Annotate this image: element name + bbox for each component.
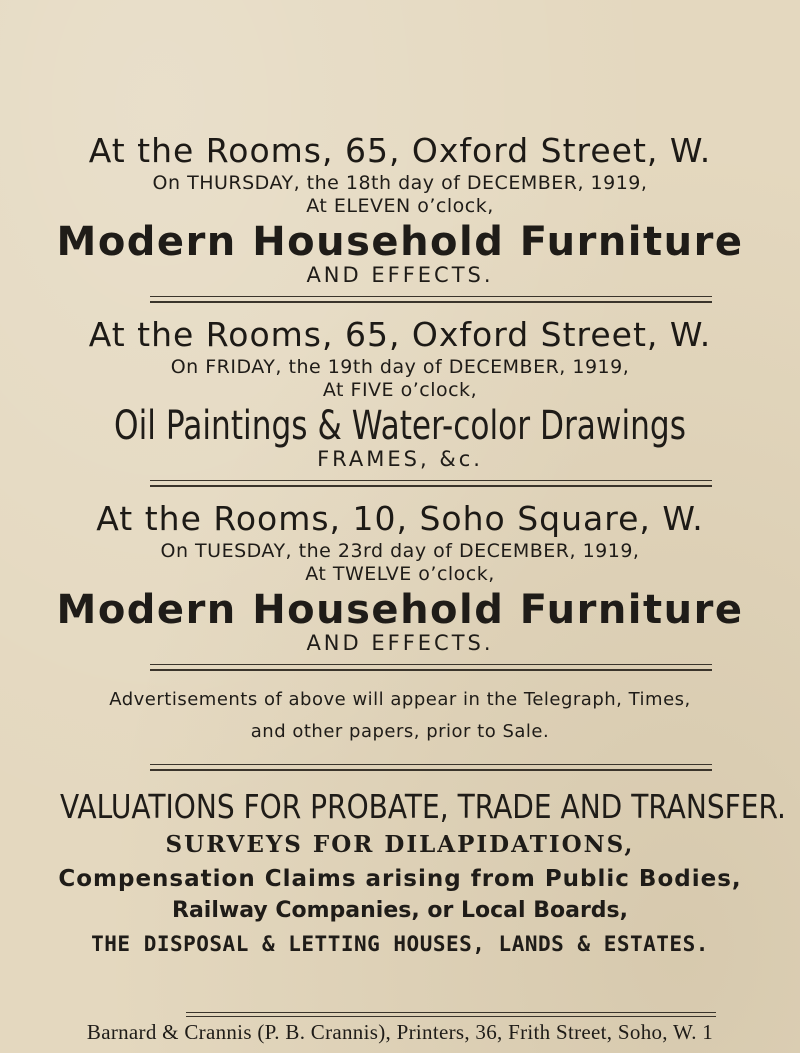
sale-notice-1 bbox=[0, 131, 800, 287]
valuations-heading: VALUATIONS FOR PROBATE, TRADE AND TRANSFER. bbox=[60, 787, 786, 826]
sale-notice-3 bbox=[0, 499, 800, 655]
disposal-line: THE DISPOSAL & LETTING HOUSES, LANDS & ESTATES. bbox=[91, 932, 709, 956]
sale-3-subtitle: AND EFFECTS. bbox=[306, 631, 494, 655]
sale-2-venue: At the Rooms, 65, Oxford Street, W. bbox=[88, 315, 712, 354]
sale-3-venue: At the Rooms, 10, Soho Square, W. bbox=[96, 499, 704, 538]
divider-rule-3 bbox=[150, 664, 712, 671]
printer-imprint: Barnard & Crannis (P. B. Crannis), Printers, 36, Frith Street, Soho, W. 1 bbox=[86, 1020, 714, 1044]
sale-2-title: Oil Paintings & Water-color Drawings bbox=[114, 403, 686, 449]
compensation-line: Compensation Claims arising from Public Bodies, bbox=[58, 866, 742, 892]
divider-rule-1 bbox=[150, 296, 712, 303]
sale-2-time: At FIVE o’clock, bbox=[322, 379, 478, 401]
sale-1-date: On THURSDAY, the 18th day of DECEMBER, 1919, bbox=[152, 172, 648, 194]
sale-2-date: On FRIDAY, the 19th day of DECEMBER, 1919, bbox=[170, 356, 630, 378]
advertisement-notice bbox=[0, 691, 800, 741]
services-section bbox=[0, 787, 800, 956]
sale-3-date: On TUESDAY, the 23rd day of DECEMBER, 1919, bbox=[160, 540, 640, 562]
sale-1-subtitle: AND EFFECTS. bbox=[306, 263, 494, 287]
divider-rule-2 bbox=[150, 480, 712, 487]
sale-1-title: Modern Household Furniture bbox=[56, 219, 744, 265]
divider-rule-4 bbox=[150, 764, 712, 771]
railway-line: Railway Companies, or Local Boards, bbox=[172, 898, 628, 923]
sale-1-time: At ELEVEN o’clock, bbox=[306, 195, 494, 217]
advertisement-line-1: Advertisements of above will appear in the Telegraph, Times, bbox=[109, 689, 691, 710]
divider-rule-5 bbox=[186, 1012, 716, 1017]
advertisement-line-2: and other papers, prior to Sale. bbox=[250, 721, 550, 742]
sale-2-subtitle: FRAMES, &c. bbox=[317, 447, 483, 471]
sale-3-time: At TWELVE o’clock, bbox=[305, 563, 495, 585]
sale-3-title: Modern Household Furniture bbox=[56, 587, 744, 633]
sale-notice-2 bbox=[0, 315, 800, 471]
sale-1-venue: At the Rooms, 65, Oxford Street, W. bbox=[88, 131, 712, 170]
surveys-line: SURVEYS FOR DILAPIDATIONS, bbox=[165, 831, 635, 858]
